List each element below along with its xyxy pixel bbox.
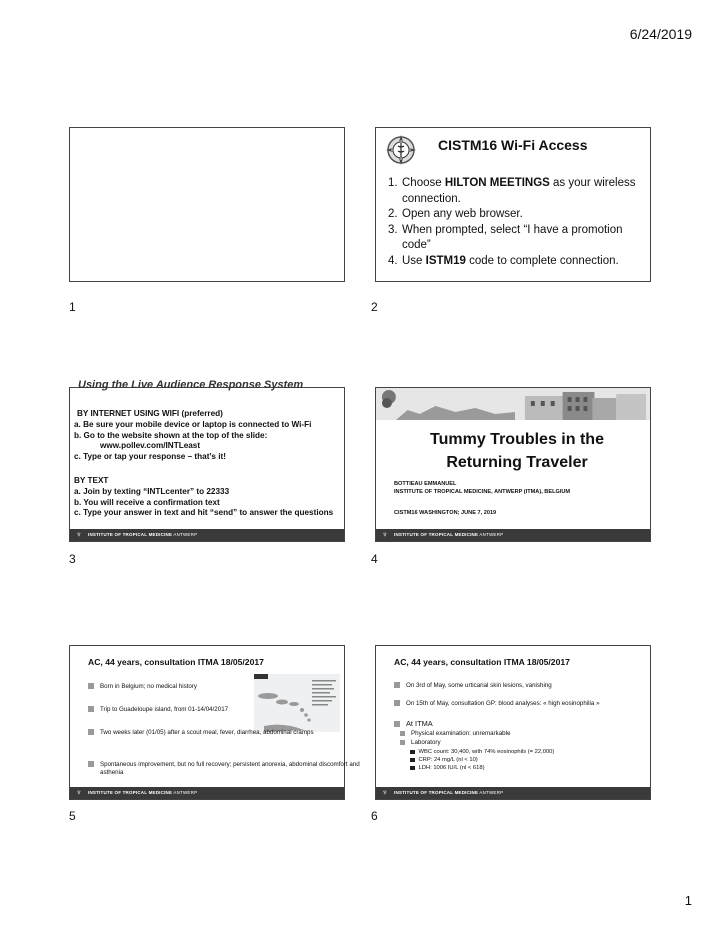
slide-title: CISTM16 Wi-Fi Access — [438, 137, 588, 153]
slide-number: 1 — [69, 300, 76, 314]
list-item: Trip to Guadeloupe island, from 01-14/04/2017 — [88, 706, 258, 714]
slide-number: 4 — [371, 552, 378, 566]
slide-6 — [375, 645, 651, 800]
list-item: At ITMA — [394, 720, 644, 728]
lab-result: LDH: 1006 IU/L (nl < 618) — [410, 764, 640, 772]
slide-3 — [69, 379, 345, 542]
itm-palm-icon: ♆ — [381, 788, 389, 797]
event-info: CISTM16 WASHINGTON; JUNE 7, 2019 — [394, 510, 497, 516]
caduceus-compass-logo — [384, 133, 418, 167]
list-item: 3. When prompted, select “I have a promotion code” — [388, 223, 623, 251]
list-item: 4. Use ISTM19 code to complete connection. — [388, 254, 619, 267]
lab-result: WBC count: 30,400, with 74% eosinophils (= 22,000) — [410, 748, 640, 756]
list-item: Two weeks later (01/05) after a scout meal, fever, diarrhea, abdominal cramps — [88, 729, 362, 737]
itm-footer: ♆ INSTITUTE OF TROPICAL MEDICINE ANTWERP — [70, 787, 344, 799]
page-number: 1 — [684, 893, 692, 908]
slide-number: 2 — [371, 300, 378, 314]
slide-title: AC, 44 years, consultation ITMA 18/05/2017 — [88, 657, 264, 667]
author-affiliation: INSTITUTE OF TROPICAL MEDICINE, ANTWERP (ITMA), BELGIUM — [394, 489, 571, 495]
lab-result: CRP: 24 mg/L (nl < 10) — [410, 756, 640, 764]
sub-list-item: Laboratory — [400, 739, 640, 747]
list-item: On 15th of May, consultation GP: blood analyses: « high eosinophilia » — [394, 700, 644, 708]
slide-number: 3 — [69, 552, 76, 566]
itm-footer: ♆ INSTITUTE OF TROPICAL MEDICINE ANTWERP — [376, 787, 650, 799]
author-name: BOTTIEAU EMMANUEL — [394, 481, 457, 487]
list-item: Spontaneous improvement, but no full recovery; persistent anorexia, abdominal discomfort and asthenia — [88, 761, 362, 777]
list-item: On 3rd of May, some urticarial skin lesions, vanishing — [394, 682, 644, 690]
slide-number: 5 — [69, 809, 76, 823]
itm-footer: ♆ INSTITUTE OF TROPICAL MEDICINE ANTWERP — [376, 529, 650, 541]
header-collage-image — [376, 388, 650, 420]
list-item: 1. Choose HILTON MEETINGS as your wireless connection. — [388, 177, 636, 205]
slide-title: AC, 44 years, consultation ITMA 18/05/2017 — [394, 657, 570, 667]
caribbean-map-image — [254, 674, 340, 732]
slide-heading-cropped: Using the Live Audience Response System — [78, 379, 304, 391]
itm-palm-icon: ♆ — [75, 788, 83, 797]
list-item: Born in Belgium; no medical history — [88, 683, 248, 691]
slide-1 — [69, 127, 345, 282]
slide-4 — [375, 387, 651, 542]
list-item: 2. Open any web browser. — [388, 208, 523, 220]
print-date: 6/24/2019 — [629, 26, 692, 42]
wifi-steps-list — [388, 176, 640, 269]
response-instructions: BY INTERNET USING WIFI (preferred) a. Be sure your mobile device or laptop is connected to Wi-Fi b. Go to the website shown at the top of the slide: www.pollev.com/INTLeast c. Type or tap your response – that’s it! BY TEXT a. Join by texting “INTLcenter” to 22333 b. You will receive a confirmation text c. Type your answer in text and hit “send” to answer the questions — [74, 409, 334, 518]
slide-2 — [375, 127, 651, 282]
itm-footer: ♆ INSTITUTE OF TROPICAL MEDICINE ANTWERP — [70, 529, 344, 541]
sub-list-item: Physical examination: unremarkable — [400, 730, 640, 738]
slide-number: 6 — [371, 809, 378, 823]
presentation-title: Tummy Troubles in the Returning Traveler — [430, 431, 604, 471]
itm-palm-icon: ♆ — [381, 530, 389, 539]
slide-5 — [69, 645, 360, 800]
itm-palm-icon: ♆ — [75, 530, 83, 539]
